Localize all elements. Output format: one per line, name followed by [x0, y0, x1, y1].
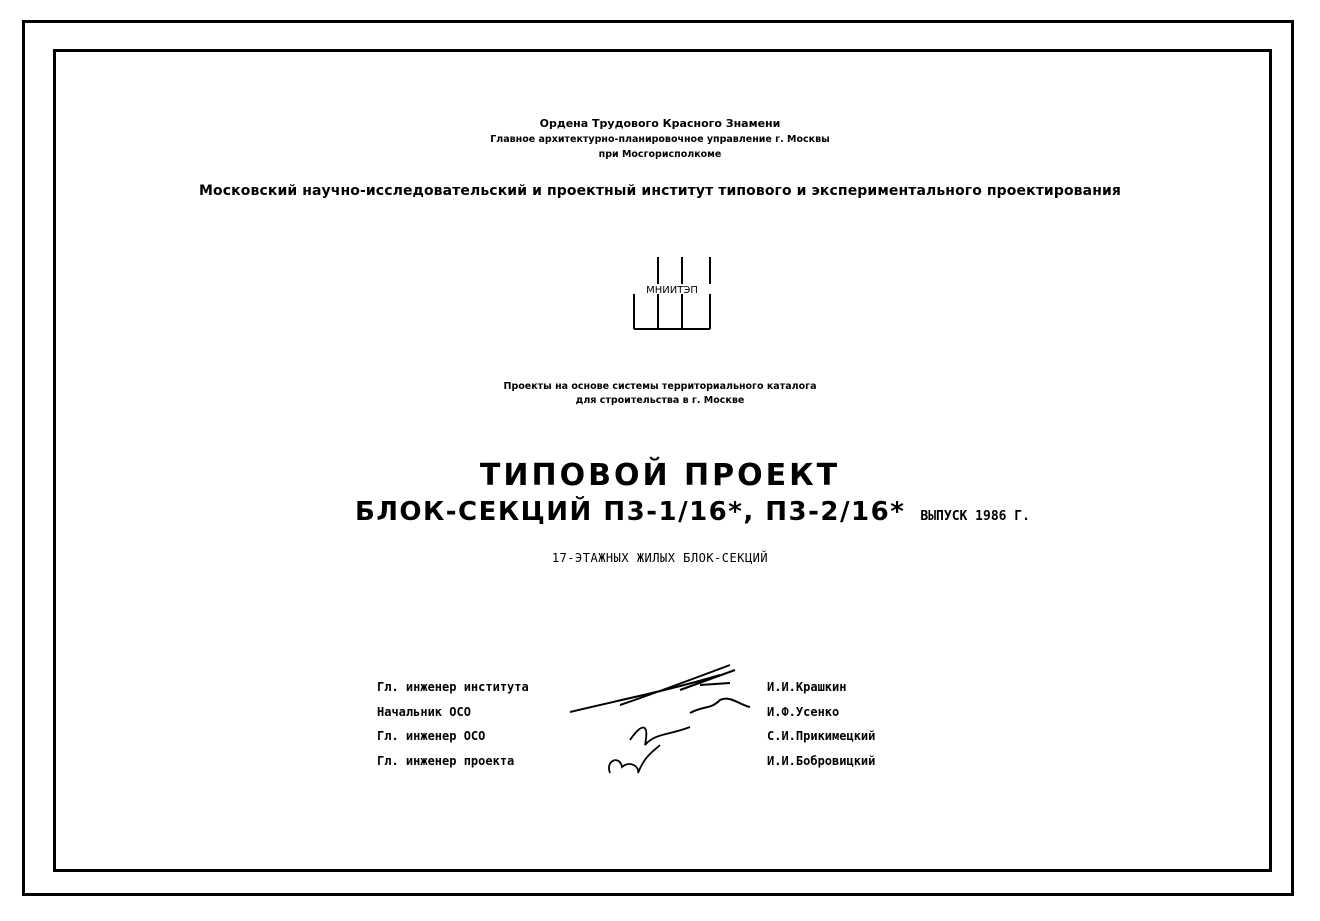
title-project-codes: БЛОК-СЕКЦИЙ П3-1/16*, П3-2/16* — [355, 497, 906, 527]
signatory-name: И.И.Крашкин — [767, 680, 847, 694]
signatory-name: И.Ф.Усенко — [767, 704, 840, 719]
org-line-2: Главное архитектурно-планировочное управление г. Москвы — [490, 134, 830, 145]
signatory-positions — [377, 675, 529, 773]
catalog-line-2: для строительства в г. Москве — [575, 395, 745, 406]
subtitle: 17-ЭТАЖНЫХ ЖИЛЫХ БЛОК-СЕКЦИЙ — [551, 551, 769, 565]
institute-logo — [630, 254, 714, 332]
title-main: ТИПОВОЙ ПРОЕКТ — [479, 458, 841, 493]
signatory-name: С.И.Прикимецкий — [767, 729, 876, 743]
signatory-position: Гл. инженер проекта — [377, 753, 515, 768]
signatory-position: Начальник ОСО — [377, 704, 471, 719]
org-line-3: при Мосгорисполкоме — [598, 149, 722, 160]
org-line-1: Ордена Трудового Красного Знамени — [539, 117, 781, 130]
signatory-position: Гл. инженер ОСО — [377, 729, 486, 743]
signatory-name: И.И.Бобровицкий — [767, 753, 876, 768]
handwritten-signatures — [560, 655, 760, 780]
title-row — [355, 497, 1030, 527]
catalog-line-1: Проекты на основе системы территориального каталога — [503, 381, 817, 392]
signatory-names — [767, 675, 875, 773]
institute-name: Московский научно-исследовательский и проектный институт типового и экспериментального проектирования — [199, 183, 1121, 199]
logo-text: МНИИТЭП — [646, 285, 698, 296]
signatory-position: Гл. инженер института — [377, 680, 529, 694]
edition-year: ВЫПУСК 1986 Г. — [920, 509, 1030, 524]
